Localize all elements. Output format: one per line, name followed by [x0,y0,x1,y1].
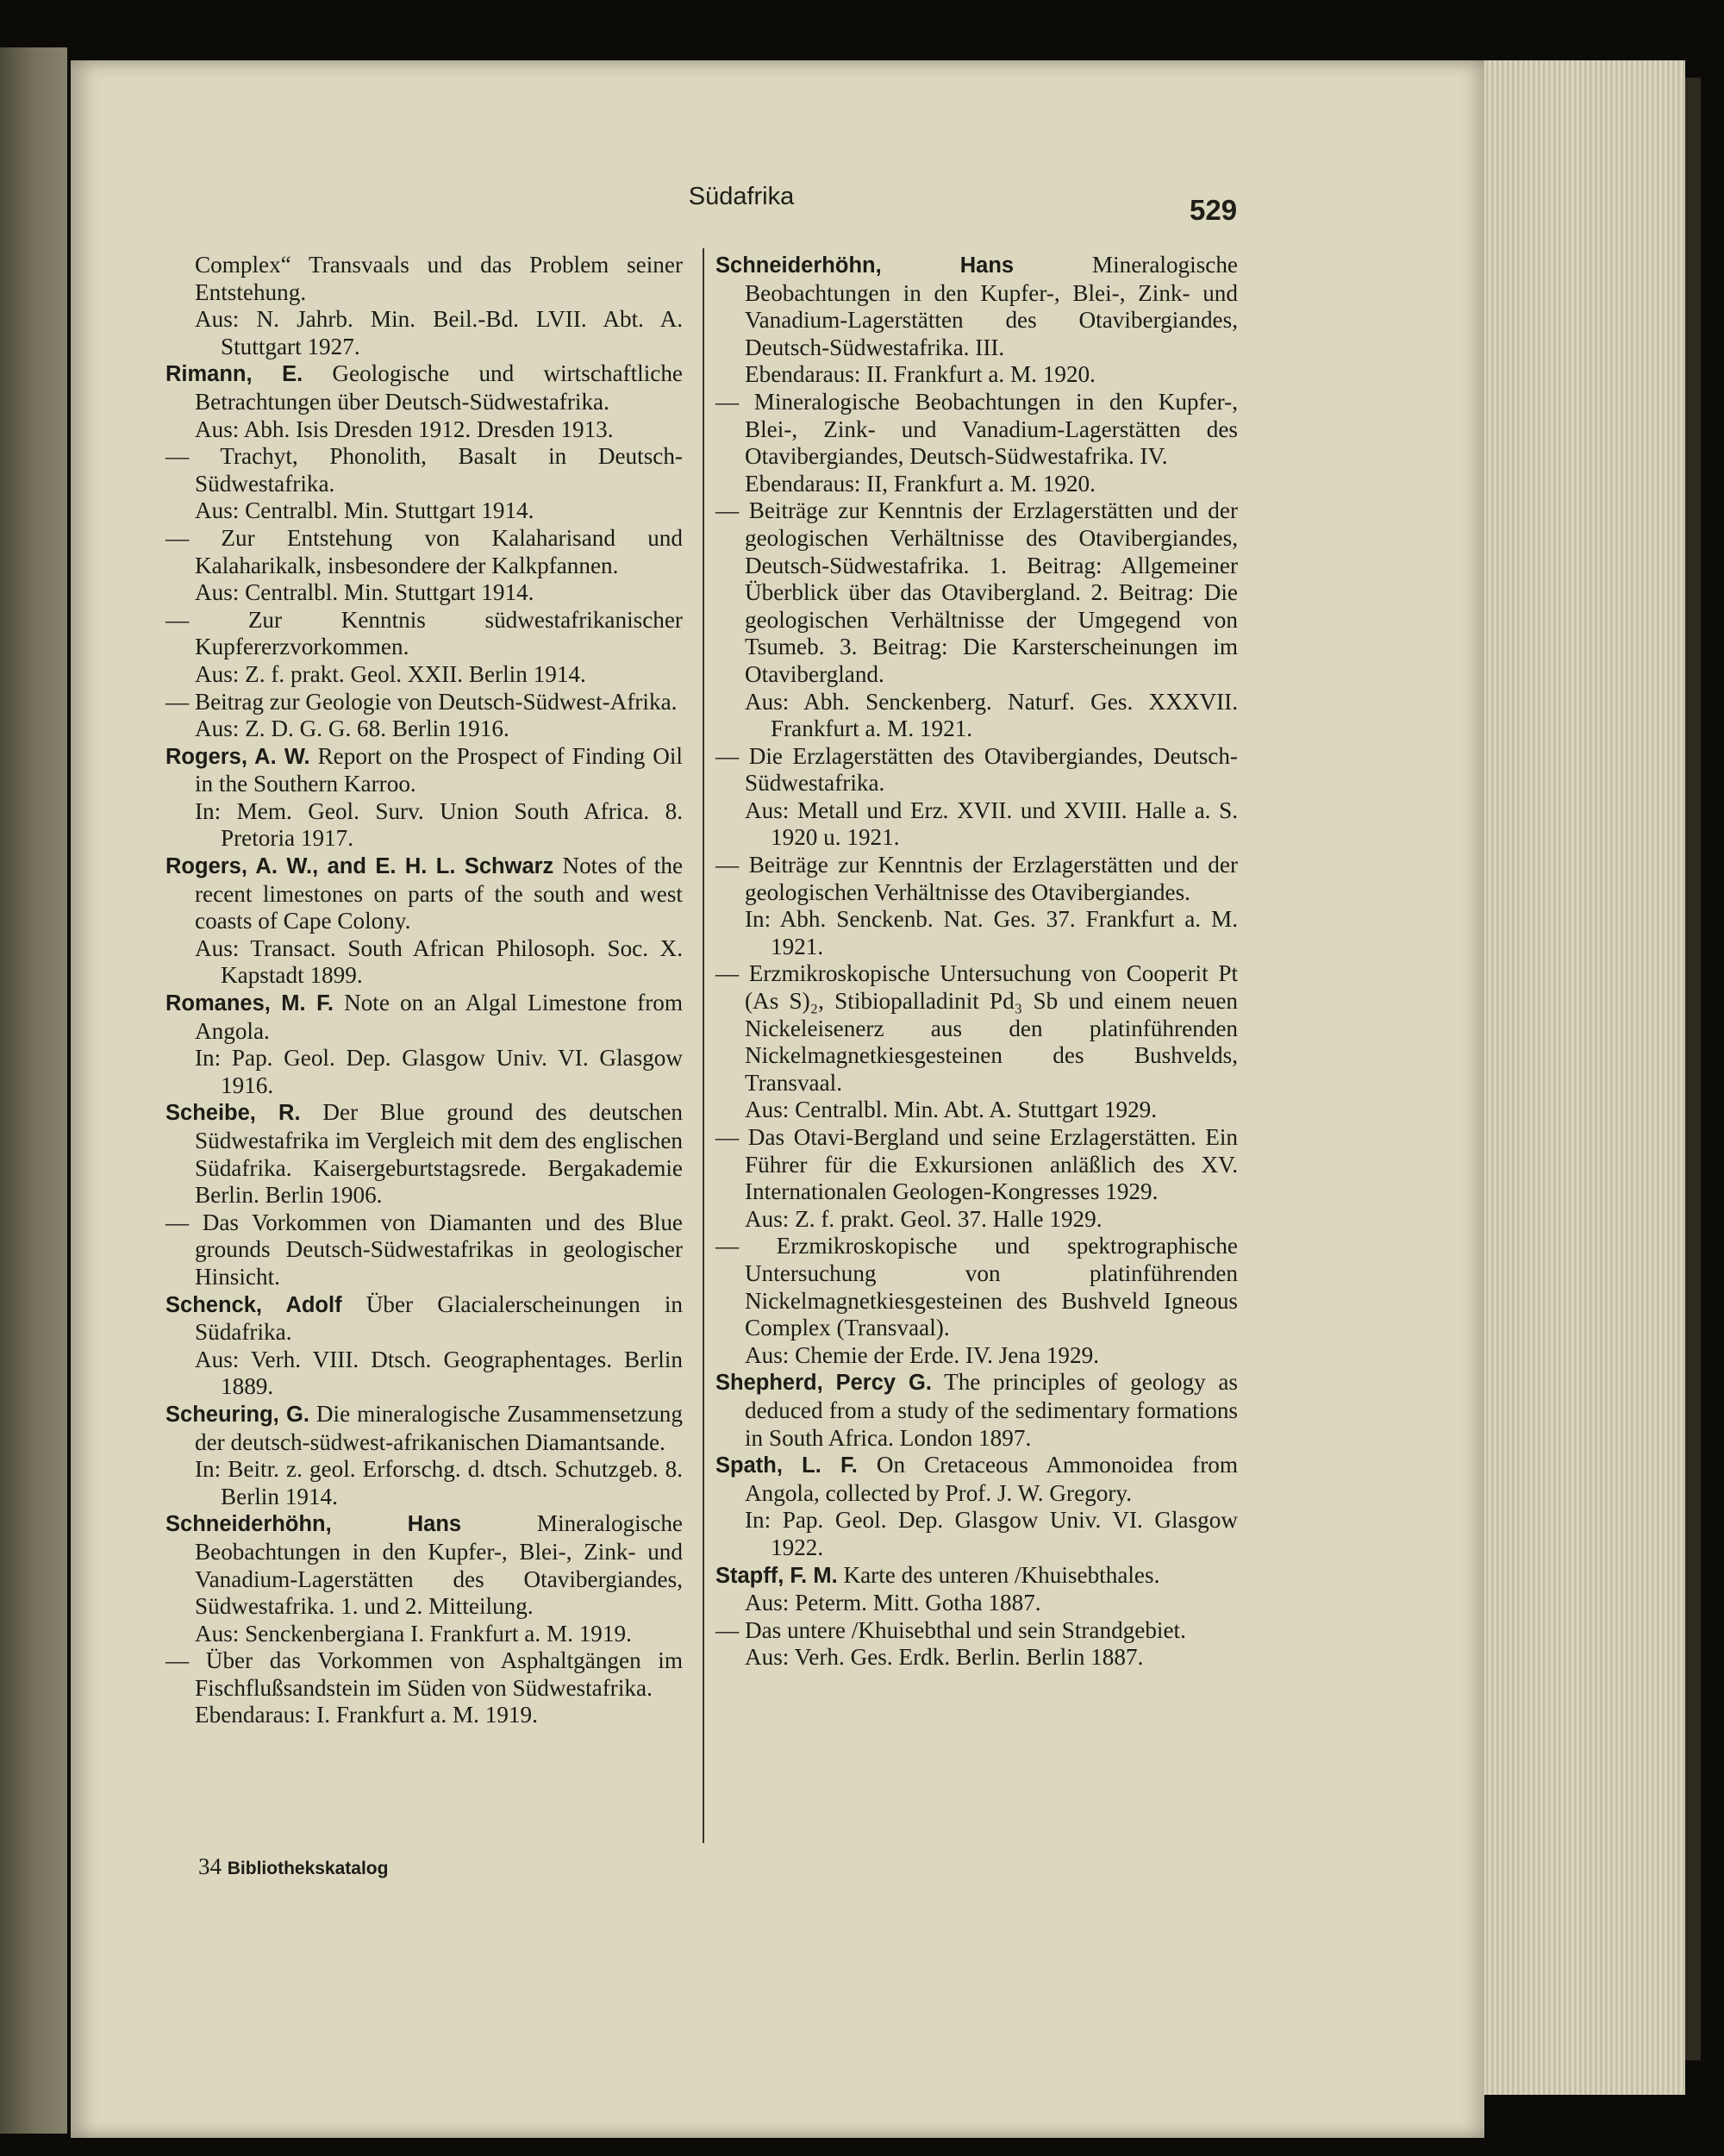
right-column [715,252,1238,1672]
bibliography-entry [715,389,1238,471]
entry-text: Aus: Metall und Erz. XVII. und XVIII. Halle a. S. 1920 u. 1921. [745,797,1238,851]
entry-text: — Zur Kenntnis südwestafrikanischer Kupfererzvorkommen. [166,606,683,660]
citation-source [166,1621,683,1648]
entry-text: — Erzmikroskopische Untersuchung von Cooperit Pt (As S)₂, Stibiopalladinit Pd₃ Sb und einem neuen Nickeleisenerz aus den platinführenden Nickelmagnetkiesgesteinen des Bushvelds, Transvaal. [715,960,1238,1096]
entry-author: Shepherd, Percy G. [715,1371,932,1396]
bibliography-entry [715,960,1238,1097]
entry-text: — Erzmikroskopische und spektrographische Untersuchung von platinführenden Nickelmagnetkiesgesteinen des Bushveld Igneous Complex (Transvaal). [715,1233,1238,1341]
citation-source [715,1507,1238,1561]
signature-mark: 34 [198,1853,222,1879]
entry-text: Complex“ Transvaals und das Problem seiner Entstehung. [195,252,683,305]
entry-text: Aus: Verh. VIII. Dtsch. Geographentages. Berlin 1889. [195,1346,683,1400]
entry-text: On Cretaceous Ammonoidea from Angola, collected by Prof. J. W. Gregory. [745,1452,1238,1506]
left-column [166,252,683,1729]
entry-text: Aus: Verh. Ges. Erdk. Berlin. Berlin 1887. [745,1644,1144,1671]
bibliography-entry [166,1510,683,1620]
entry-author: Rogers, A. W., and E. H. L. Schwarz [166,854,554,879]
citation-source [715,1590,1238,1617]
citation-source [715,689,1238,743]
bibliography-entry [715,1617,1238,1645]
entry-text: Ebendaraus: II, Frankfurt a. M. 1920. [745,470,1096,497]
running-head: Südafrika [688,183,795,210]
page-footer [198,1853,388,1880]
bibliography-entry [166,1647,683,1702]
entry-text: Ebendaraus: II. Frankfurt a. M. 1920. [745,361,1096,388]
citation-source [715,1097,1238,1124]
bibliography-entry [166,525,683,579]
left-page-edge [0,47,67,2134]
entry-text: Notes of the recent limestones on parts of the south and west coasts of Cape Colony. [195,853,684,934]
footer-label: Bibliothekskatalog [227,1859,389,1878]
entry-text: — Beiträge zur Kenntnis der Erzlagerstätten und der geologischen Verhältnisse des Otavibergiandes, Deutsch-Südwestafrika. 1. Beitrag: Allgemeiner Überblick über das Otavibergland. 2. Beitrag: Die geologischen Verhältnisse der Umgegend von Tsumeb. 3. Beitrag: Die Karsterscheinungen im Otavibergland. [715,497,1238,687]
entry-text: Note on an Algal Limestone from Angola. [195,990,684,1044]
bibliography-entry [715,497,1238,688]
citation-source [166,416,683,444]
page-number: 529 [1190,194,1238,226]
page-stack-edges [1478,60,1685,2095]
entry-author: Rimann, E. [166,362,303,387]
entry-text: Aus: Centralbl. Min. Stuttgart 1914. [195,497,534,524]
bibliography-entry [166,1209,683,1291]
entry-text: Aus: Peterm. Mitt. Gotha 1887. [745,1590,1041,1616]
entry-author: Schneiderhöhn, Hans [166,1512,462,1537]
entry-text: Report on the Prospect of Finding Oil in the Southern Karroo. [195,742,683,797]
entry-text: In: Beitr. z. geol. Erforschg. d. dtsch. Schutzgeb. 8. Berlin 1914. [195,1456,683,1509]
entry-text: Aus: Centralbl. Min. Stuttgart 1914. [195,579,534,606]
entry-text: Mineralogische Beobachtungen in den Kupfer-, Blei-, Zink- und Vanadium-Lagerstätten des Otavibergiandes, Deutsch-Südwestafrika. III. [745,252,1239,360]
entry-author: Stapff, F. M. [715,1563,838,1588]
citation-source [166,306,683,360]
bibliography-entry [166,607,683,661]
entry-text: Ebendaraus: I. Frankfurt a. M. 1919. [195,1702,538,1728]
bibliography-entry [166,743,683,798]
citation-source [166,716,683,743]
entry-text: — Das Otavi-Bergland und seine Erzlagerstätten. Ein Führer für die Exkursionen anläßlich des XV. Internationalen Geologen-Kongresses 1929. [715,1124,1238,1205]
entry-text: In: Abh. Senckenb. Nat. Ges. 37. Frankfurt a. M. 1921. [745,906,1238,959]
citation-source [166,661,683,689]
entry-text: Aus: Transact. South African Philosoph. Soc. X. Kapstadt 1899. [195,934,683,989]
entry-text: In: Pap. Geol. Dep. Glasgow Univ. VI. Glasgow 1916. [195,1045,683,1098]
entry-text: — Das untere /Khuisebthal und sein Strandgebiet. [715,1616,1186,1643]
citation-source [715,361,1238,389]
bibliography-entry [166,853,683,935]
entry-text: The principles of geology as deduced from a study of the sedimentary formations in South Africa. London 1897. [745,1369,1238,1451]
bibliography-entry [166,1291,683,1347]
citation-source [166,798,683,853]
bibliography-entry [715,252,1238,361]
bibliography-entry [166,1401,683,1456]
citation-source [166,579,683,607]
entry-text: Aus: Abh. Isis Dresden 1912. Dresden 1913. [195,416,614,442]
entry-text: In: Mem. Geol. Surv. Union South Africa. 8. Pretoria 1917. [195,797,683,852]
citation-source [715,1342,1238,1370]
citation-source [715,1644,1238,1672]
citation-source [715,1206,1238,1234]
entry-text: — Das Vorkommen von Diamanten und des Blue grounds Deutsch-Südwestafrikas in geologischer Hinsicht. [166,1209,683,1290]
citation-source [715,471,1238,498]
entry-text: Geologische und wirtschaftliche Betrachtungen über Deutsch-Südwestafrika. [195,360,683,415]
citation-source [166,1702,683,1729]
entry-text: Der Blue ground des deutschen Südwestafrika im Vergleich mit dem des englischen Südafrika. Kaisergeburtstagsrede. Bergakademie Berlin. Berlin 1906. [195,1099,683,1209]
bibliography-entry [166,689,683,716]
bibliography-entry [166,443,683,497]
bibliography-entry [166,360,683,416]
bibliography-entry [715,743,1238,797]
bibliography-entry [715,1562,1238,1590]
entry-text: — Die Erzlagerstätten des Otavibergiandes, Deutsch-Südwestafrika. [715,742,1238,797]
entry-author: Scheibe, R. [166,1101,301,1126]
entry-text: Die mineralogische Zusammensetzung der deutsch-südwest-afrikanischen Diamantsande. [195,1400,683,1455]
bibliography-entry [715,1124,1238,1206]
entry-text: — Beiträge zur Kenntnis der Erzlagerstätten und der geologischen Verhältnisse des Otavibergiandes. [715,852,1238,905]
bibliography-entry [166,252,683,306]
column-divider [703,248,704,1843]
entry-text: Aus: Centralbl. Min. Abt. A. Stuttgart 1929. [745,1097,1158,1123]
entry-text: Aus: Z. D. G. G. 68. Berlin 1916. [195,716,509,742]
citation-source [715,906,1238,960]
entry-author: Scheuring, G. [166,1402,309,1427]
bibliography-entry [166,990,683,1045]
entry-text: Mineralogische Beobachtungen in den Kupfer-, Blei-, Zink- und Vanadium-Lagerstätten des Otavibergiandes, Südwestafrika. 1. und 2. Mitteilung. [195,1510,684,1620]
bibliography-entry [715,1452,1238,1507]
bibliography-entry [166,1099,683,1209]
citation-source [166,935,683,990]
entry-author: Schneiderhöhn, Hans [715,253,1015,278]
bibliography-entry [715,1369,1238,1452]
citation-source [166,1456,683,1510]
entry-text: Aus: Z. f. prakt. Geol. XXII. Berlin 1914. [195,660,586,687]
entry-text: — Über das Vorkommen von Asphaltgängen im Fischflußsandstein im Süden von Südwestafrika. [166,1647,683,1701]
entry-author: Romanes, M. F. [166,991,334,1016]
entry-text: Aus: Z. f. prakt. Geol. 37. Halle 1929. [745,1205,1102,1232]
bibliography-entry [715,852,1238,906]
citation-source [166,1045,683,1099]
entry-text: Über Glacialerscheinungen in Südafrika. [195,1290,684,1346]
entry-author: Schenck, Adolf [166,1292,342,1317]
entry-author: Rogers, A. W. [166,744,310,769]
bibliography-entry [715,1233,1238,1341]
citation-source [166,1347,683,1401]
entry-text: Aus: N. Jahrb. Min. Beil.-Bd. LVII. Abt. A. Stuttgart 1927. [195,306,683,359]
entry-text: Aus: Senckenbergiana I. Frankfurt a. M. 1919. [195,1620,632,1647]
entry-text: — Zur Entstehung von Kalaharisand und Kalaharikalk, insbesondere der Kalkpfannen. [166,524,683,578]
entry-text: Aus: Abh. Senckenberg. Naturf. Ges. XXXVII. Frankfurt a. M. 1921. [745,688,1238,742]
entry-text: — Trachyt, Phonolith, Basalt in Deutsch-Südwestafrika. [166,443,683,497]
entry-author: Spath, L. F. [715,1453,858,1478]
citation-source [715,797,1238,852]
entry-text: — Beitrag zur Geologie von Deutsch-Südwest-Afrika. [166,688,678,715]
entry-text: Karte des unteren /Khuisebthales. [843,1561,1160,1588]
entry-text: Aus: Chemie der Erde. IV. Jena 1929. [745,1341,1099,1368]
entry-text: — Mineralogische Beobachtungen in den Kupfer-, Blei-, Zink- und Vanadium-Lagerstätten des Otavibergiandes, Deutsch-Südwestafrika. IV. [715,388,1238,470]
citation-source [166,497,683,525]
entry-text: In: Pap. Geol. Dep. Glasgow Univ. VI. Glasgow 1922. [745,1507,1238,1560]
